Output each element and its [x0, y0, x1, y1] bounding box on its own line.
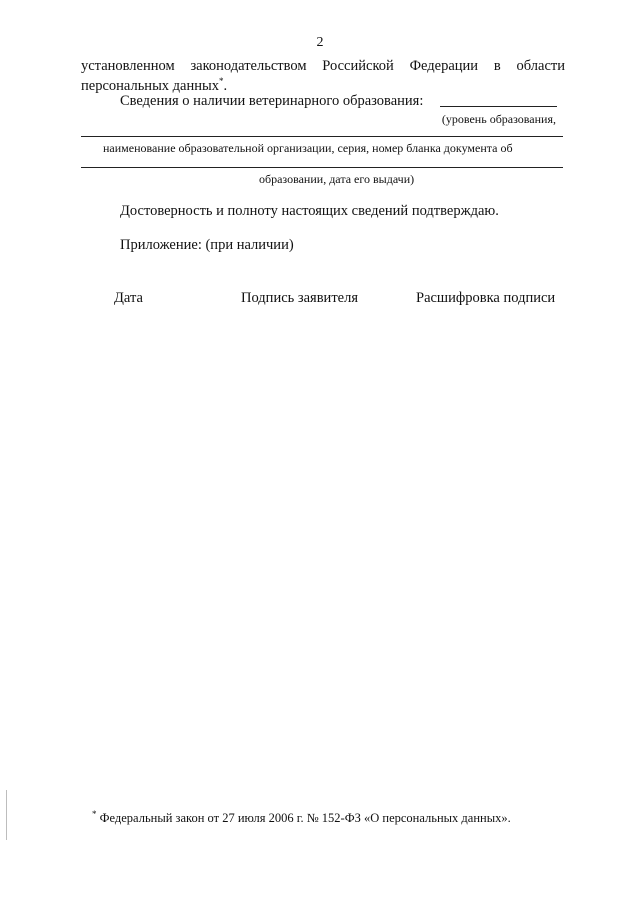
scan-edge-mark	[6, 790, 7, 840]
paragraph-text: персональных данных	[81, 78, 220, 94]
education-label: Сведения о наличии ветеринарного образования:	[120, 93, 424, 109]
signature-label: Подпись заявителя	[241, 290, 358, 306]
signature-date-label: Дата	[114, 290, 143, 306]
signature-decryption-label: Расшифровка подписи	[416, 290, 556, 306]
paragraph-line-1	[81, 58, 565, 75]
education-field-line-2	[81, 136, 563, 137]
paragraph-end: .	[223, 78, 228, 94]
paragraph-word: установленном	[81, 58, 175, 74]
paragraph-word: законодательством	[190, 58, 307, 74]
footnote-marker: *	[92, 808, 97, 819]
paragraph-word: Российской	[322, 58, 394, 74]
footnote	[92, 808, 511, 826]
confirmation-text: Достоверность и полноту настоящих сведений подтверждаю.	[120, 203, 499, 219]
education-level-field-line	[440, 106, 557, 107]
education-caption-1: (уровень образования,	[441, 112, 556, 126]
paragraph-word: в	[493, 58, 501, 74]
attachment-text: Приложение: (при наличии)	[120, 237, 294, 253]
footnote-text: Федеральный закон от 27 июля 2006 г. № 152-ФЗ «О персональных данных».	[99, 811, 511, 825]
paragraph-word: Федерации	[409, 58, 479, 74]
education-caption-2: наименование образовательной организации, серия, номер бланка документа об	[103, 141, 513, 155]
education-field-line-3	[81, 167, 563, 168]
page-number: 2	[316, 35, 324, 50]
footnote-mark: *	[219, 76, 224, 87]
paragraph-word: области	[516, 58, 565, 74]
education-caption-3: образовании, дата его выдачи)	[259, 172, 415, 186]
